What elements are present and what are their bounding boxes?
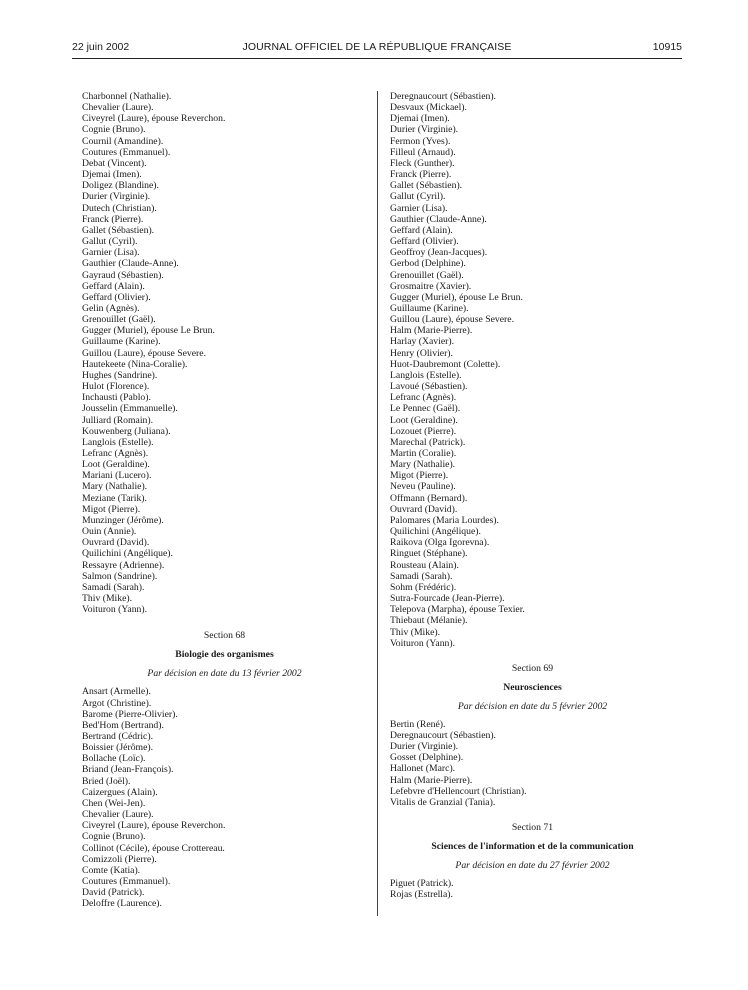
list-item: Gayraud (Sébastien). — [82, 269, 164, 281]
list-item: Voituron (Yann). — [390, 637, 456, 649]
list-item: Gerbod (Delphine). — [390, 258, 466, 270]
list-item: Djemai (Imen). — [390, 113, 450, 125]
list-item: Grosmaitre (Xavier). — [390, 280, 472, 292]
left-column — [82, 91, 367, 909]
list-item: Sutra-Fourcade (Jean-Pierre). — [390, 593, 505, 605]
list-item: Palomares (Maria Lourdes). — [390, 514, 499, 526]
list-item: Gosset (Delphine). — [390, 752, 464, 764]
list-item: Chen (Wei-Jen). — [82, 797, 146, 809]
list-item: Ouvrard (David). — [82, 537, 150, 549]
list-item: Bed'Hom (Bertrand). — [82, 719, 164, 731]
name-list — [390, 719, 675, 808]
list-item: Julliard (Romain). — [82, 414, 154, 426]
list-item: Franck (Pierre). — [82, 213, 144, 225]
list-item: Fleck (Gunther). — [390, 157, 455, 169]
list-item: Grenouillet (Gaël). — [82, 314, 156, 326]
section-title: Sciences de l'information et de la communication — [431, 841, 634, 853]
list-item: Sohm (Frédéric). — [390, 581, 457, 593]
list-item: Comte (Katia). — [82, 864, 141, 876]
list-item: Huot-Daubremont (Colette). — [390, 358, 501, 370]
section-title: Biologie des organismes — [175, 649, 274, 661]
name-list — [82, 686, 367, 909]
list-item: Lefranc (Agnès). — [82, 448, 149, 459]
column-divider — [377, 91, 378, 916]
list-item: Cognie (Bruno). — [82, 124, 146, 136]
page-number: 10915 — [652, 41, 682, 53]
list-item: Hautekeete (Nina-Coralie). — [82, 358, 188, 370]
list-item: Gauthier (Claude-Anne). — [82, 258, 179, 270]
list-item: Ouin (Annie). — [82, 526, 137, 538]
list-item: Ressayre (Adrienne). — [82, 559, 165, 571]
name-list — [82, 91, 367, 615]
list-item: Durier (Virginie). — [390, 124, 459, 136]
list-item: Deregnaucourt (Sébastien). — [390, 91, 496, 102]
list-item: Debat (Vincent). — [82, 157, 147, 169]
decision-date: Par décision en date du 27 février 2002 — [455, 860, 610, 872]
list-item: Le Pennec (Gaël). — [390, 403, 461, 415]
list-item: Charbonnel (Nathalie). — [82, 91, 172, 102]
list-item: Guillaume (Karine). — [390, 302, 469, 314]
list-item: Gallut (Cyril). — [82, 236, 138, 248]
list-item: Hughes (Sandrine). — [82, 369, 158, 381]
list-item: Quilichini (Angélique). — [82, 548, 173, 560]
list-item: Migot (Pierre). — [82, 503, 141, 515]
list-item: Martin (Coralie). — [390, 448, 457, 459]
list-item: Marechal (Patrick). — [390, 436, 466, 448]
list-item: Gallut (Cyril). — [390, 191, 446, 203]
list-item: Djemai (Imen). — [82, 169, 142, 181]
list-item: Deloffre (Laurence). — [82, 898, 162, 910]
list-item: Telepova (Marpha), épouse Texier. — [390, 604, 525, 616]
list-item: Gelin (Agnès). — [82, 302, 140, 314]
list-item: Ansart (Armelle). — [82, 686, 151, 698]
list-item: Briand (Jean-François). — [82, 764, 174, 776]
list-item: Lozouet (Pierre). — [390, 425, 457, 437]
list-item: Deregnaucourt (Sébastien). — [390, 729, 496, 741]
list-item: Kouwenberg (Juliana). — [82, 425, 171, 437]
list-item: Coutures (Emmanuel). — [82, 876, 171, 887]
list-item: Desvaux (Mickael). — [390, 102, 467, 114]
list-item: Guillou (Laure), épouse Severe. — [82, 347, 207, 359]
list-item: Neveu (Pauline). — [390, 481, 456, 493]
list-item: Hallonet (Marc). — [390, 763, 456, 775]
list-item: Lefranc (Agnès). — [390, 392, 457, 404]
right-column — [390, 91, 675, 900]
list-item: Offmann (Bernard). — [390, 492, 468, 504]
list-item: Filleul (Arnaud). — [390, 146, 456, 158]
list-item: Halm (Marie-Pierre). — [390, 325, 473, 337]
page-header — [72, 41, 682, 55]
name-list — [390, 878, 675, 900]
list-item: Gallet (Sébastien). — [390, 180, 463, 192]
list-item: Mariani (Lucero). — [82, 470, 152, 482]
list-item: Durier (Virginie). — [390, 741, 459, 753]
list-item: Chevalier (Laure). — [82, 102, 154, 114]
decision-date: Par décision en date du 13 février 2002 — [147, 668, 302, 680]
list-item: Guillaume (Karine). — [82, 336, 161, 348]
list-item: Lavoué (Sébastien). — [390, 381, 468, 393]
list-item: Loot (Geraldine). — [390, 414, 458, 426]
list-item: Coutures (Emmanuel). — [82, 146, 171, 158]
list-item: Geffard (Olivier). — [82, 291, 151, 303]
list-item: Piguet (Patrick). — [390, 878, 454, 890]
list-item: Civeyrel (Laure), épouse Reverchon. — [82, 113, 226, 125]
list-item: Samadi (Sarah). — [82, 581, 145, 593]
list-item: Mary (Nathalie). — [82, 481, 148, 493]
list-item: Loot (Geraldine). — [82, 459, 150, 471]
list-item: Harlay (Xavier). — [390, 336, 455, 348]
list-item: Ouvrard (David). — [390, 503, 458, 515]
list-item: Geffard (Olivier). — [390, 236, 459, 248]
list-item: Grenouillet (Gaël). — [390, 269, 464, 281]
section-heading: Section 69 — [511, 662, 554, 674]
section-heading: Section 68 — [203, 630, 246, 642]
list-item: Franck (Pierre). — [390, 169, 452, 181]
list-item: Rousteau (Alain). — [390, 559, 459, 571]
list-item: Langlois (Estelle). — [82, 436, 154, 448]
list-item: Durier (Virginie). — [82, 191, 151, 203]
list-item: Thiv (Mike). — [82, 593, 133, 605]
header-rule — [72, 58, 682, 59]
list-item: Gallet (Sébastien). — [82, 224, 155, 236]
list-item: Guillou (Laure), épouse Severe. — [390, 314, 515, 326]
list-item: Barome (Pierre-Olivier). — [82, 708, 178, 720]
list-item: Geffard (Alain). — [390, 224, 453, 236]
list-item: Salmon (Sandrine). — [82, 570, 158, 582]
list-item: Inchausti (Pablo). — [82, 392, 151, 404]
name-list — [390, 91, 675, 649]
list-item: Argot (Christine). — [82, 697, 152, 709]
list-item: Vitalis de Granzial (Tania). — [390, 796, 496, 808]
list-item: David (Patrick). — [82, 887, 145, 899]
list-item: Mary (Nathalie). — [390, 459, 456, 471]
list-item: Fermon (Yves). — [390, 135, 451, 147]
list-item: Collinot (Cécile), épouse Crottereau. — [82, 842, 225, 854]
list-item: Cournil (Amandine). — [82, 135, 164, 147]
list-item: Lefebvre d'Hellencourt (Christian). — [390, 785, 527, 797]
list-item: Hulot (Florence). — [82, 381, 150, 393]
list-item: Quilichini (Angélique). — [390, 526, 481, 538]
header-date: 22 juin 2002 — [72, 41, 130, 53]
list-item: Jousselin (Emmanuelle). — [82, 403, 178, 415]
list-item: Thiebaut (Mélanie). — [390, 615, 468, 627]
list-item: Garnier (Lisa). — [82, 247, 140, 259]
list-item: Garnier (Lisa). — [390, 202, 448, 214]
decision-date: Par décision en date du 5 février 2002 — [457, 700, 608, 712]
list-item: Comizzoli (Pierre). — [82, 853, 157, 865]
section-title: Neurosciences — [503, 681, 562, 693]
list-item: Geffard (Alain). — [82, 280, 145, 292]
list-item: Voituron (Yann). — [82, 604, 148, 616]
list-item: Rojas (Estrella). — [390, 889, 453, 901]
section-heading: Section 71 — [511, 822, 554, 834]
list-item: Caizergues (Alain). — [82, 786, 158, 798]
list-item: Gugger (Muriel), épouse Le Brun. — [82, 325, 215, 337]
list-item: Henry (Olivier). — [390, 347, 453, 359]
list-item: Bertin (René). — [390, 718, 446, 730]
list-item: Bollache (Loïc). — [82, 753, 146, 765]
list-item: Meziane (Tarik). — [82, 492, 147, 504]
list-item: Ringuet (Stéphane). — [390, 548, 468, 560]
list-item: Bertrand (Cédric). — [82, 730, 154, 742]
list-item: Boissier (Jérôme). — [82, 742, 154, 754]
list-item: Gauthier (Claude-Anne). — [390, 213, 487, 225]
list-item: Halm (Marie-Pierre). — [390, 774, 473, 786]
list-item: Doligez (Blandine). — [82, 180, 159, 192]
list-item: Munzinger (Jérôme). — [82, 514, 164, 526]
list-item: Migot (Pierre). — [390, 470, 449, 482]
list-item: Samadi (Sarah). — [390, 570, 453, 582]
list-item: Gugger (Muriel), épouse Le Brun. — [390, 291, 523, 303]
list-item: Raikova (Olga Igorevna). — [390, 537, 490, 549]
list-item: Chevalier (Laure). — [82, 809, 154, 821]
list-item: Dutech (Christian). — [82, 202, 157, 214]
list-item: Civeyrel (Laure), épouse Reverchon. — [82, 820, 226, 832]
journal-title: JOURNAL OFFICIEL DE LA RÉPUBLIQUE FRANÇAISE — [242, 41, 512, 53]
list-item: Thiv (Mike). — [390, 626, 441, 638]
list-item: Langlois (Estelle). — [390, 369, 462, 381]
list-item: Bried (Joël). — [82, 775, 131, 787]
list-item: Cognie (Bruno). — [82, 831, 146, 843]
list-item: Geoffroy (Jean-Jacques). — [390, 247, 488, 259]
